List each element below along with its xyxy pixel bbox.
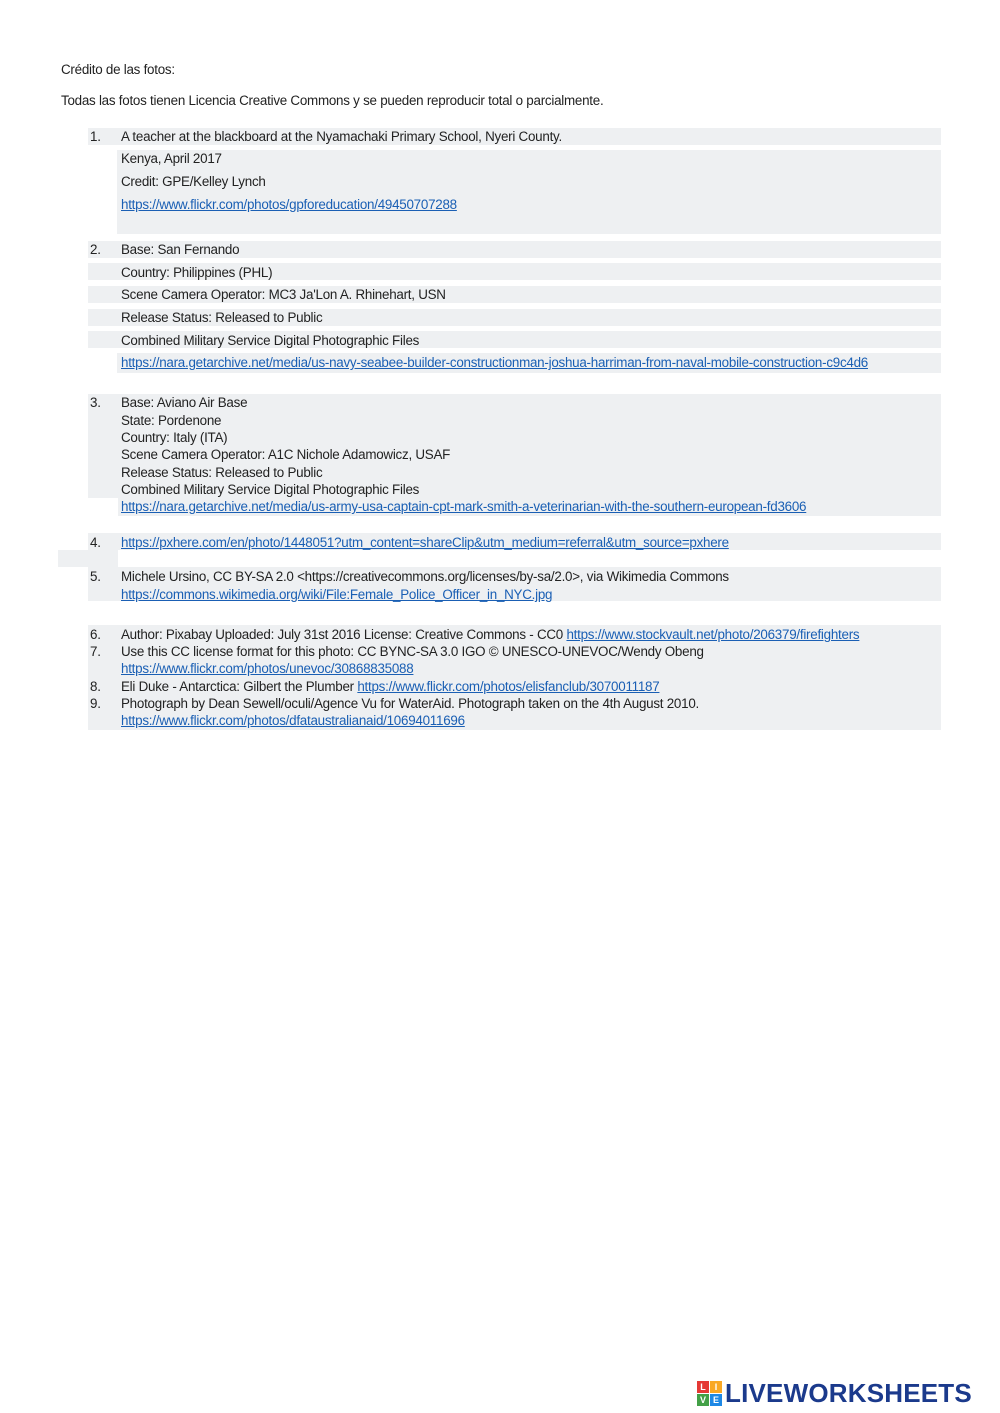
credit-number: 7.: [90, 644, 101, 659]
credit-link[interactable]: https://www.flickr.com/photos/elisfanclub/3070011187: [357, 679, 660, 694]
logo-letter: L: [697, 1381, 709, 1393]
credit-number: 5.: [90, 569, 101, 584]
credit-line: A teacher at the blackboard at the Nyamachaki Primary School, Nyeri County.: [121, 129, 562, 144]
credit-text: Eli Duke - Antarctica: Gilbert the Plumber: [121, 679, 358, 694]
credit-link[interactable]: https://www.flickr.com/photos/gpforeducation/49450707288: [121, 197, 457, 212]
credit-number: 1.: [90, 129, 101, 144]
credit-line: Michele Ursino, CC BY-SA 2.0 <https://creativecommons.org/licenses/by-sa/2.0>, via Wikimedia Commons: [121, 569, 729, 584]
credit-line: Country: Italy (ITA): [121, 430, 228, 445]
credit-link[interactable]: https://nara.getarchive.net/media/us-navy-seabee-builder-constructionman-joshua-harriman-from-naval-mobile-construction-c9c4d6: [121, 355, 869, 370]
credit-text: Use this CC license format for this photo: CC BYNC-SA 3.0 IGO © UNESCO-UNEVOC/Wendy Obeng: [121, 644, 704, 659]
credit-link[interactable]: https://commons.wikimedia.org/wiki/File:Female_Police_Officer_in_NYC.jpg: [121, 587, 553, 602]
highlight-band: [117, 150, 941, 234]
credit-line: Combined Military Service Digital Photographic Files: [121, 482, 420, 497]
credit-line: Base: Aviano Air Base: [121, 395, 248, 410]
credit-number: 9.: [90, 696, 101, 711]
credit-number: 4.: [90, 535, 101, 550]
credit-link[interactable]: https://www.flickr.com/photos/unevoc/30868835088: [121, 661, 414, 676]
credit-link[interactable]: https://www.stockvault.net/photo/206379/firefighters: [566, 627, 860, 642]
license-note: Todas las fotos tienen Licencia Creative Commons y se pueden reproducir total o parcialmente.: [61, 93, 604, 108]
credit-link[interactable]: https://pxhere.com/en/photo/1448051?utm_content=shareClip&utm_medium=referral&utm_source=pxhere: [121, 535, 729, 550]
credit-line: Credit: GPE/Kelley Lynch: [121, 174, 266, 189]
credit-line: State: Pordenone: [121, 413, 222, 428]
credit-line: Combined Military Service Digital Photographic Files: [121, 333, 420, 348]
logo-letter: V: [697, 1394, 709, 1406]
liveworksheets-logo: [697, 1378, 972, 1408]
credit-line: Release Status: Released to Public: [121, 310, 323, 325]
credit-line: Scene Camera Operator: MC3 Ja'Lon A. Rhinehart, USN: [121, 287, 446, 302]
credit-number: 8.: [90, 679, 101, 694]
logo-letter: I: [710, 1381, 722, 1393]
credit-number: 6.: [90, 627, 101, 642]
highlight-band: [58, 550, 118, 567]
credit-line: Country: Philippines (PHL): [121, 265, 273, 280]
credit-link[interactable]: https://www.flickr.com/photos/dfataustralianaid/10694011696: [121, 713, 465, 728]
page-title: Crédito de las fotos:: [61, 62, 175, 77]
credit-number: 3.: [90, 395, 101, 410]
credit-text: Photograph by Dean Sewell/oculi/Agence Vu for WaterAid. Photograph taken on the 4th August 2010.: [121, 696, 699, 711]
credit-line: Base: San Fernando: [121, 242, 240, 257]
credit-line: Kenya, April 2017: [121, 151, 222, 166]
credit-link[interactable]: https://nara.getarchive.net/media/us-army-usa-captain-cpt-mark-smith-a-veterinarian-with-the-southern-european-fd3606: [121, 499, 807, 514]
logo-icon: [697, 1381, 722, 1406]
credit-number: 2.: [90, 242, 101, 257]
credit-line: Release Status: Released to Public: [121, 465, 323, 480]
logo-text: LIVEWORKSHEETS: [725, 1377, 972, 1408]
credit-line: Scene Camera Operator: A1C Nichole Adamowicz, USAF: [121, 447, 451, 462]
logo-letter: E: [710, 1394, 722, 1406]
credit-text: Author: Pixabay Uploaded: July 31st 2016 License: Creative Commons - CC0: [121, 627, 567, 642]
